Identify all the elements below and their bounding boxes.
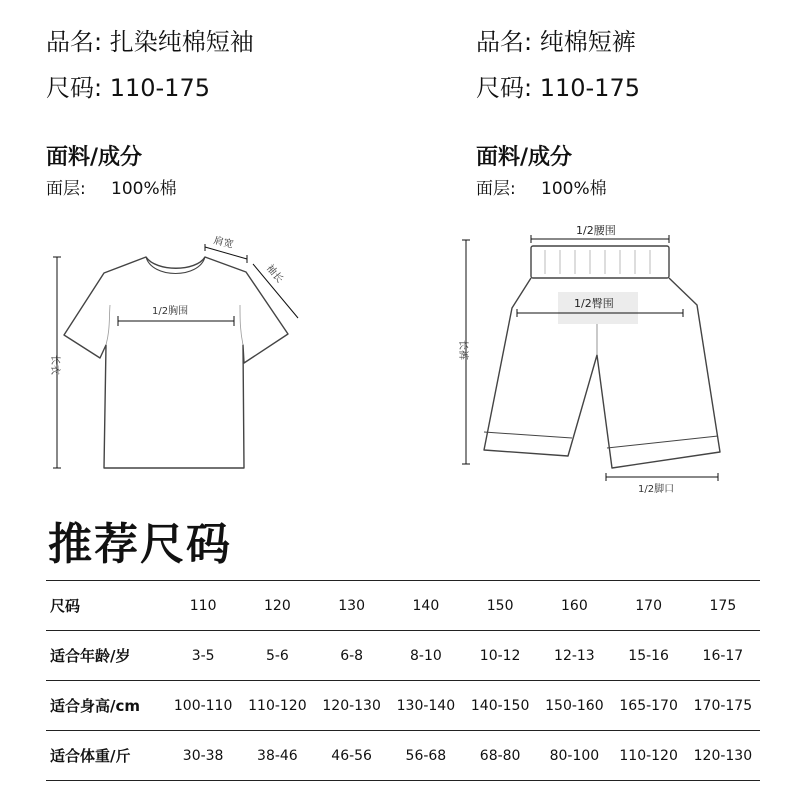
recommended-size-heading: 推荐尺码	[48, 519, 232, 570]
table-cell: 110	[166, 581, 240, 631]
table-cell: 68-80	[463, 731, 537, 781]
table-row	[46, 681, 760, 731]
table-cell: 110-120	[240, 681, 314, 731]
shirt-size-range: 尺码: 110-175	[46, 74, 210, 102]
table-cell: 38-46	[240, 731, 314, 781]
table-row	[46, 581, 760, 631]
shirt-length-label: 长衣	[49, 355, 60, 375]
size-table	[46, 580, 760, 781]
table-cell: 130	[315, 581, 389, 631]
hem-label: 1/2脚口	[638, 484, 675, 495]
hem-measure	[606, 473, 718, 481]
shirt-fabric-title: 面料/成分	[46, 145, 143, 170]
shorts-size-range: 尺码: 110-175	[476, 74, 640, 102]
shorts-product-name: 品名: 纯棉短裤	[476, 28, 636, 56]
shirt-fabric-value: 100%棉	[111, 179, 177, 199]
table-row	[46, 731, 760, 781]
table-row	[46, 631, 760, 681]
table-cell: 6-8	[315, 631, 389, 681]
row-header: 适合年龄/岁	[46, 631, 166, 681]
hip-label: 1/2臀围	[574, 297, 614, 310]
table-cell: 140	[389, 581, 463, 631]
waistband-ruffles	[545, 250, 650, 274]
row-header: 尺码	[46, 581, 166, 631]
table-cell: 5-6	[240, 631, 314, 681]
table-cell: 3-5	[166, 631, 240, 681]
table-cell: 16-17	[686, 631, 760, 681]
table-cell: 15-16	[612, 631, 686, 681]
table-cell: 160	[537, 581, 611, 631]
table-cell: 170-175	[686, 681, 760, 731]
table-cell: 175	[686, 581, 760, 631]
shirt-product-name: 品名: 扎染纯棉短袖	[46, 28, 254, 56]
table-cell: 46-56	[315, 731, 389, 781]
shoulder-label: 肩宽	[212, 235, 235, 251]
table-cell: 100-110	[166, 681, 240, 731]
table-cell: 80-100	[537, 731, 611, 781]
table-cell: 150	[463, 581, 537, 631]
sleeve-label: 袖长	[263, 262, 285, 286]
table-cell: 140-150	[463, 681, 537, 731]
shorts-fabric-layer: 面层:	[476, 179, 516, 199]
table-cell: 150-160	[537, 681, 611, 731]
table-cell: 8-10	[389, 631, 463, 681]
tshirt-outline	[64, 257, 288, 468]
shirt-fabric-layer: 面层:	[46, 179, 86, 199]
chest-label: 1/2胸围	[152, 306, 189, 317]
table-cell: 12-13	[537, 631, 611, 681]
table-cell: 120	[240, 581, 314, 631]
chest-measure	[118, 316, 234, 326]
table-cell: 165-170	[612, 681, 686, 731]
row-header: 适合体重/斤	[46, 731, 166, 781]
waist-label: 1/2腰围	[576, 224, 616, 237]
shorts-fabric-title: 面料/成分	[476, 145, 573, 170]
shorts-length-label: 长裤	[457, 340, 468, 360]
shorts-outline	[484, 246, 720, 468]
table-cell: 10-12	[463, 631, 537, 681]
table-cell: 130-140	[389, 681, 463, 731]
table-cell: 120-130	[686, 731, 760, 781]
table-cell: 110-120	[612, 731, 686, 781]
row-header: 适合身高/cm	[46, 681, 166, 731]
table-cell: 30-38	[166, 731, 240, 781]
table-cell: 120-130	[315, 681, 389, 731]
table-cell: 56-68	[389, 731, 463, 781]
table-cell: 170	[612, 581, 686, 631]
shorts-fabric-value: 100%棉	[541, 179, 607, 199]
